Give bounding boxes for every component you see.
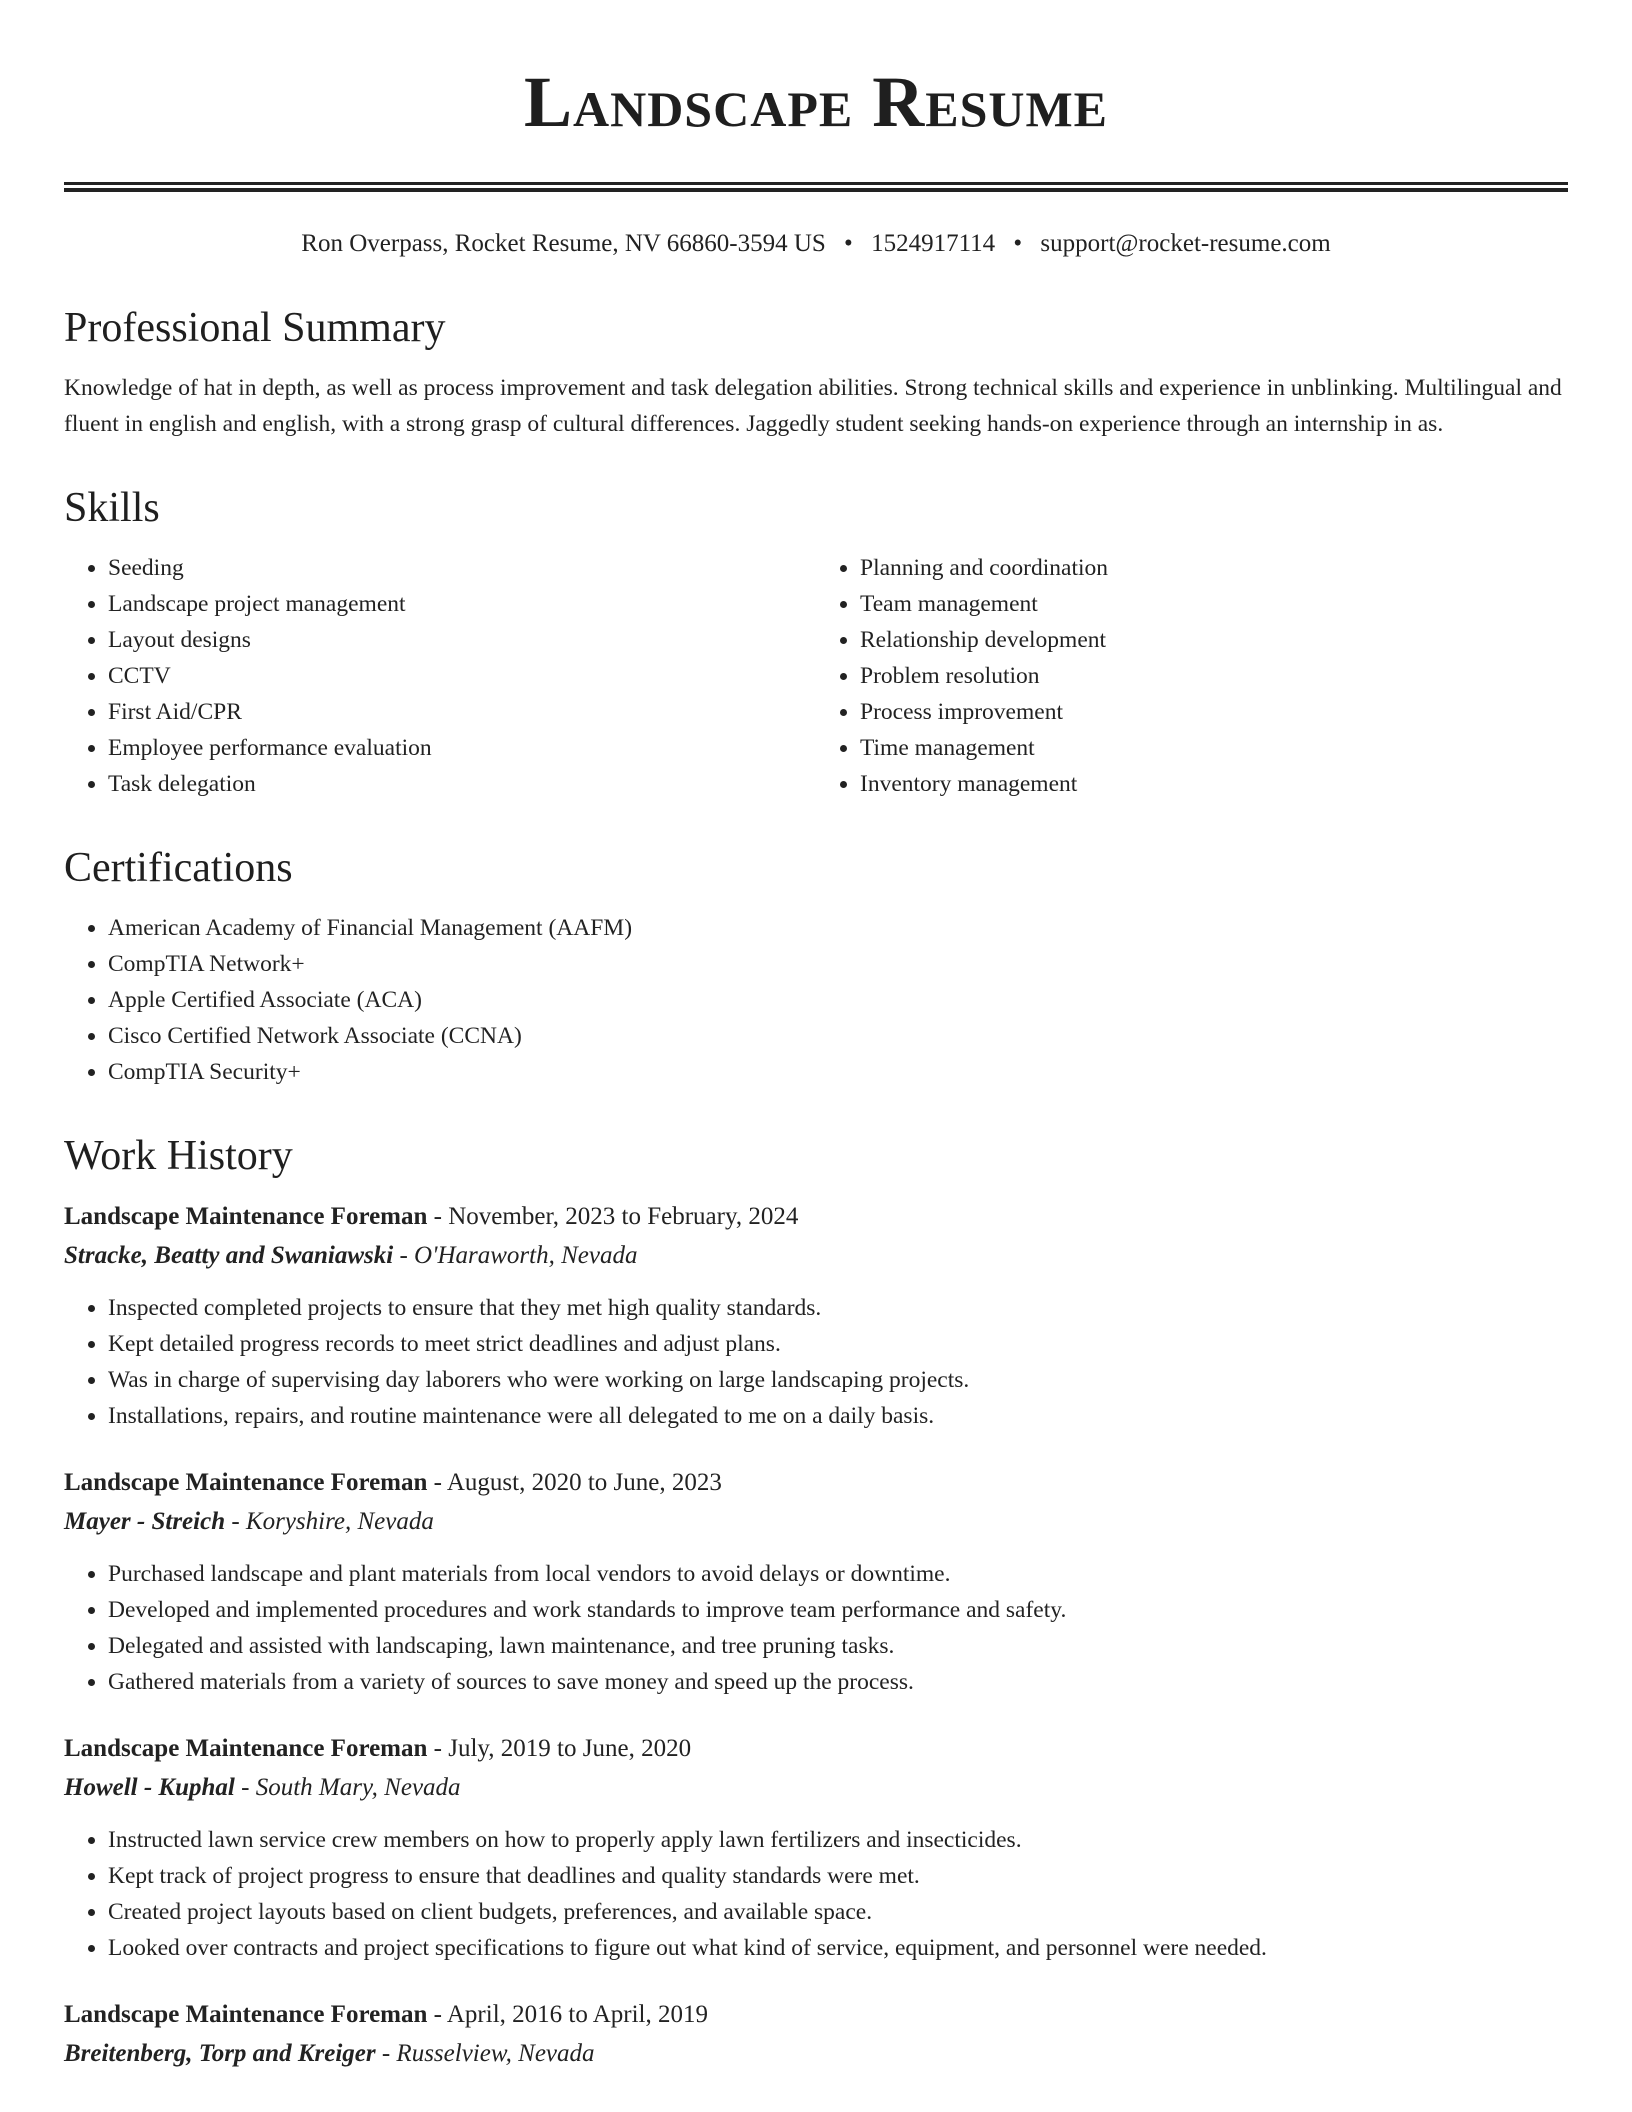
job-entry [64,1464,1568,1700]
job-duty: • Kept detailed progress records to meet strict deadlines and adjust plans. [108,1326,1568,1362]
job-dates: - November, 2023 to February, 2024 [427,1203,799,1230]
job-company: Mayer - Streich [64,1508,226,1535]
job-location: - O'Haraworth, Nevada [393,1242,638,1269]
job-duty: • Developed and implemented procedures and work standards to improve team performance and safety. [108,1592,1568,1628]
job-duty: • Looked over contracts and project specifications to figure out what kind of service, equipment, and personnel were needed. [108,1930,1568,1966]
skill-item: • CCTV [108,658,816,694]
job-dates: - April, 2016 to April, 2019 [427,2001,708,2028]
job-header [64,1996,1568,2034]
title-divider [64,182,1568,192]
job-entry [64,1198,1568,1434]
certifications-heading: Certifications [64,845,293,891]
contact-separator: • [844,230,853,257]
skill-item: • Time management [860,730,1568,766]
work-history-heading: Work History [64,1133,293,1179]
summary-heading: Professional Summary [64,305,446,351]
job-company-line [64,2034,1568,2074]
job-duty: • Was in charge of supervising day laborers who were working on large landscaping projects. [108,1362,1568,1398]
skill-item: • Relationship development [860,622,1568,658]
skill-item: • Problem resolution [860,658,1568,694]
job-duty: • Gathered materials from a variety of sources to save money and speed up the process. [108,1664,1568,1700]
certification-item: • Cisco Certified Network Associate (CCNA) [108,1018,1568,1054]
skill-item: • Process improvement [860,694,1568,730]
certification-item: • Apple Certified Associate (ACA) [108,982,1568,1018]
job-duty: • Created project layouts based on client budgets, preferences, and available space. [108,1894,1568,1930]
skill-item: • Inventory management [860,766,1568,802]
job-duties [64,1822,1568,1966]
job-location: - South Mary, Nevada [234,1774,461,1801]
job-duty: • Purchased landscape and plant materials from local vendors to avoid delays or downtime. [108,1556,1568,1592]
job-entry [64,1730,1568,1966]
job-duty: • Delegated and assisted with landscaping, lawn maintenance, and tree pruning tasks. [108,1628,1568,1664]
contact-line [64,226,1568,262]
job-title: Landscape Maintenance Foreman [64,1203,428,1230]
skill-item: • Seeding [108,550,816,586]
job-company-line [64,1236,1568,1276]
job-title: Landscape Maintenance Foreman [64,2001,428,2028]
skill-item: • First Aid/CPR [108,694,816,730]
job-dates: - August, 2020 to June, 2023 [427,1469,722,1496]
job-dates: - July, 2019 to June, 2020 [427,1735,692,1762]
job-duties [64,1290,1568,1434]
job-company: Howell - Kuphal [64,1774,235,1801]
contact-email: support@rocket-resume.com [1040,230,1331,257]
skills-grid [64,550,1568,802]
resume-title: Landscape Resume [523,62,1109,142]
job-duty: • Installations, repairs, and routine maintenance were all delegated to me on a daily basis. [108,1398,1568,1434]
skill-item: • Landscape project management [108,586,816,622]
skill-item: • Task delegation [108,766,816,802]
skills-list-left [64,550,816,802]
job-company: Breitenberg, Torp and Kreiger [64,2040,376,2067]
job-title: Landscape Maintenance Foreman [64,1735,428,1762]
job-header [64,1730,1568,1768]
job-header [64,1464,1568,1502]
certification-item: • CompTIA Network+ [108,946,1568,982]
contact-address: Ron Overpass, Rocket Resume, NV 66860-3594 US [301,230,826,257]
skill-item: • Team management [860,586,1568,622]
contact-separator: • [1013,230,1023,257]
job-location: - Koryshire, Nevada [225,1508,434,1535]
job-company: Stracke, Beatty and Swaniawski [64,1242,394,1269]
job-entry [64,1996,1568,2074]
certifications-list [64,910,1568,1090]
skill-item: • Layout designs [108,622,816,658]
job-title: Landscape Maintenance Foreman [64,1469,428,1496]
summary-text: Knowledge of hat in depth, as well as process improvement and task delegation abilities. Strong technical skills and experience in unblinking. Multilingual and fluent in english and english, with a strong grasp of cultural differences. Jaggedly student seeking hands-on experience through an internship in as. [64,375,1562,437]
certification-item: • CompTIA Security+ [108,1054,1568,1090]
job-company-line [64,1768,1568,1808]
certification-item: • American Academy of Financial Management (AAFM) [108,910,1568,946]
job-header [64,1198,1568,1236]
contact-phone: 1524917114 [871,230,996,257]
job-duty: • Inspected completed projects to ensure that they met high quality standards. [108,1290,1568,1326]
job-duty: • Instructed lawn service crew members on how to properly apply lawn fertilizers and insecticides. [108,1822,1568,1858]
skill-item: • Employee performance evaluation [108,730,816,766]
job-duties [64,1556,1568,1700]
job-location: - Russelview, Nevada [375,2040,595,2067]
skills-list-right [816,550,1568,802]
skills-heading: Skills [64,485,160,531]
job-company-line [64,1502,1568,1542]
skill-item: • Planning and coordination [860,550,1568,586]
job-duty: • Kept track of project progress to ensure that deadlines and quality standards were met. [108,1858,1568,1894]
